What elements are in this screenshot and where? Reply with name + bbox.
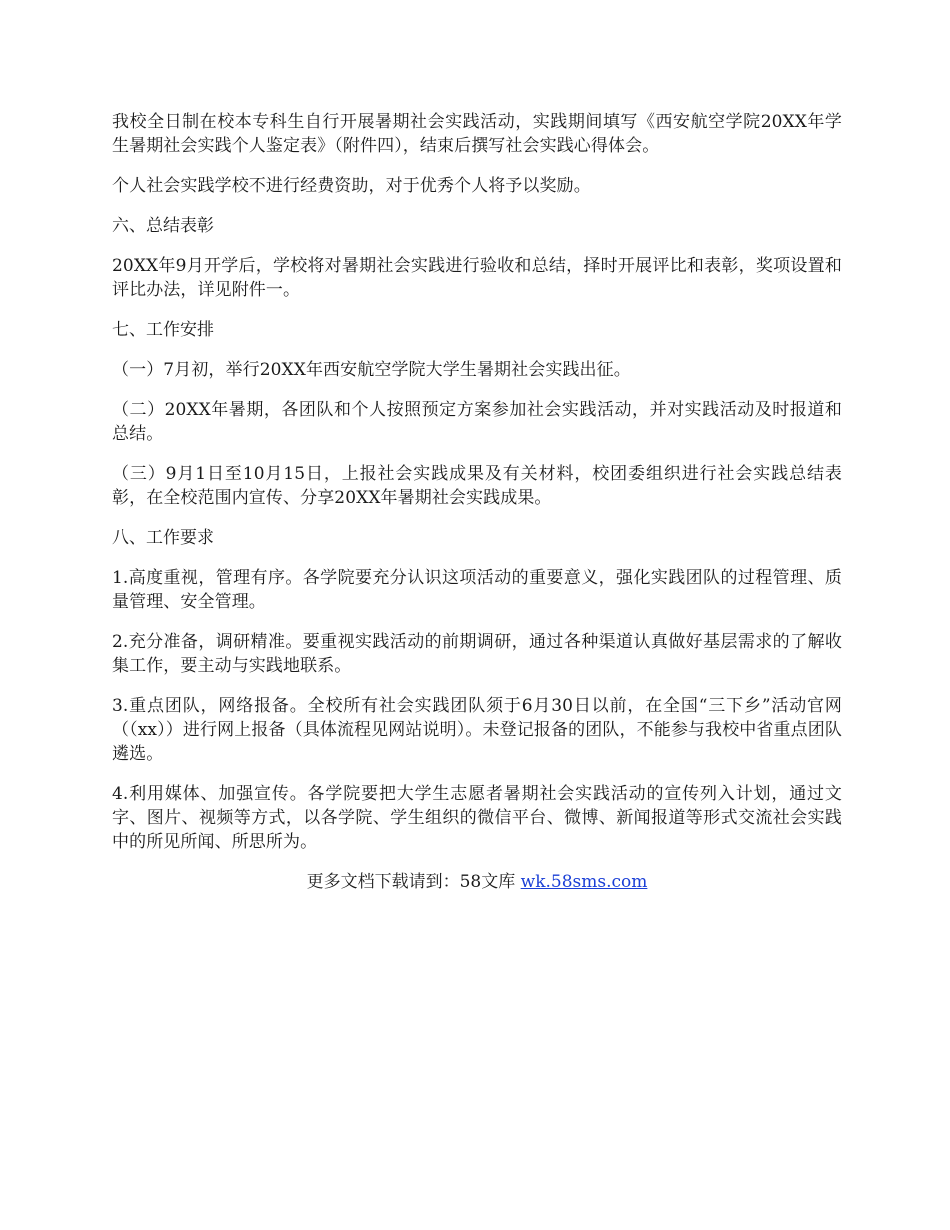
footer-link[interactable]: wk.58sms.com	[520, 872, 648, 892]
footer-prefix: 更多文档下载请到：58文库	[306, 872, 521, 892]
paragraph-requirement-1: 1.高度重视，管理有序。各学院要充分认识这项活动的重要意义，强化实践团队的过程管理、质量管理、安全管理。	[112, 568, 842, 612]
download-footer	[112, 870, 842, 894]
paragraph-summary-award: 20XX年9月开学后，学校将对暑期社会实践进行验收和总结，择时开展评比和表彰，奖项设置和评比办法，详见附件一。	[112, 256, 842, 300]
paragraph-schedule-3: （三）9月1日至10月15日，上报社会实践成果及有关材料，校团委组织进行社会实践总结表彰，在全校范围内宣传、分享20XX年暑期社会实践成果。	[112, 464, 842, 508]
paragraph-personal-practice: 我校全日制在校本专科生自行开展暑期社会实践活动，实践期间填写《西安航空学院20XX年学生暑期社会实践个人鉴定表》（附件四），结束后撰写社会实践心得体会。	[112, 112, 842, 156]
section-heading-work-schedule: 七、工作安排	[112, 320, 214, 340]
paragraph-funding-note: 个人社会实践学校不进行经费资助，对于优秀个人将予以奖励。	[112, 176, 591, 196]
document-page	[112, 110, 842, 894]
paragraph-requirement-4: 4.利用媒体、加强宣传。各学院要把大学生志愿者暑期社会实践活动的宣传列入计划，通过文字、图片、视频等方式，以各学院、学生组织的微信平台、微博、新闻报道等形式交流社会实践中的所见所闻、所思所为。	[112, 784, 842, 852]
section-heading-work-requirements: 八、工作要求	[112, 528, 214, 548]
paragraph-schedule-1: （一）7月初，举行20XX年西安航空学院大学生暑期社会实践出征。	[112, 360, 631, 380]
paragraph-requirement-2: 2.充分准备，调研精准。要重视实践活动的前期调研，通过各种渠道认真做好基层需求的了解收集工作，要主动与实践地联系。	[112, 632, 842, 676]
paragraph-requirement-3: 3.重点团队，网络报备。全校所有社会实践团队须于6月30日以前，在全国“三下乡”活动官网（（xx））进行网上报备（具体流程见网站说明）。未登记报备的团队，不能参与我校中省重点团队遴选。	[112, 696, 842, 764]
paragraph-schedule-2: （二）20XX年暑期，各团队和个人按照预定方案参加社会实践活动，并对实践活动及时报道和总结。	[112, 400, 842, 444]
section-heading-summary-award: 六、总结表彰	[112, 216, 214, 236]
